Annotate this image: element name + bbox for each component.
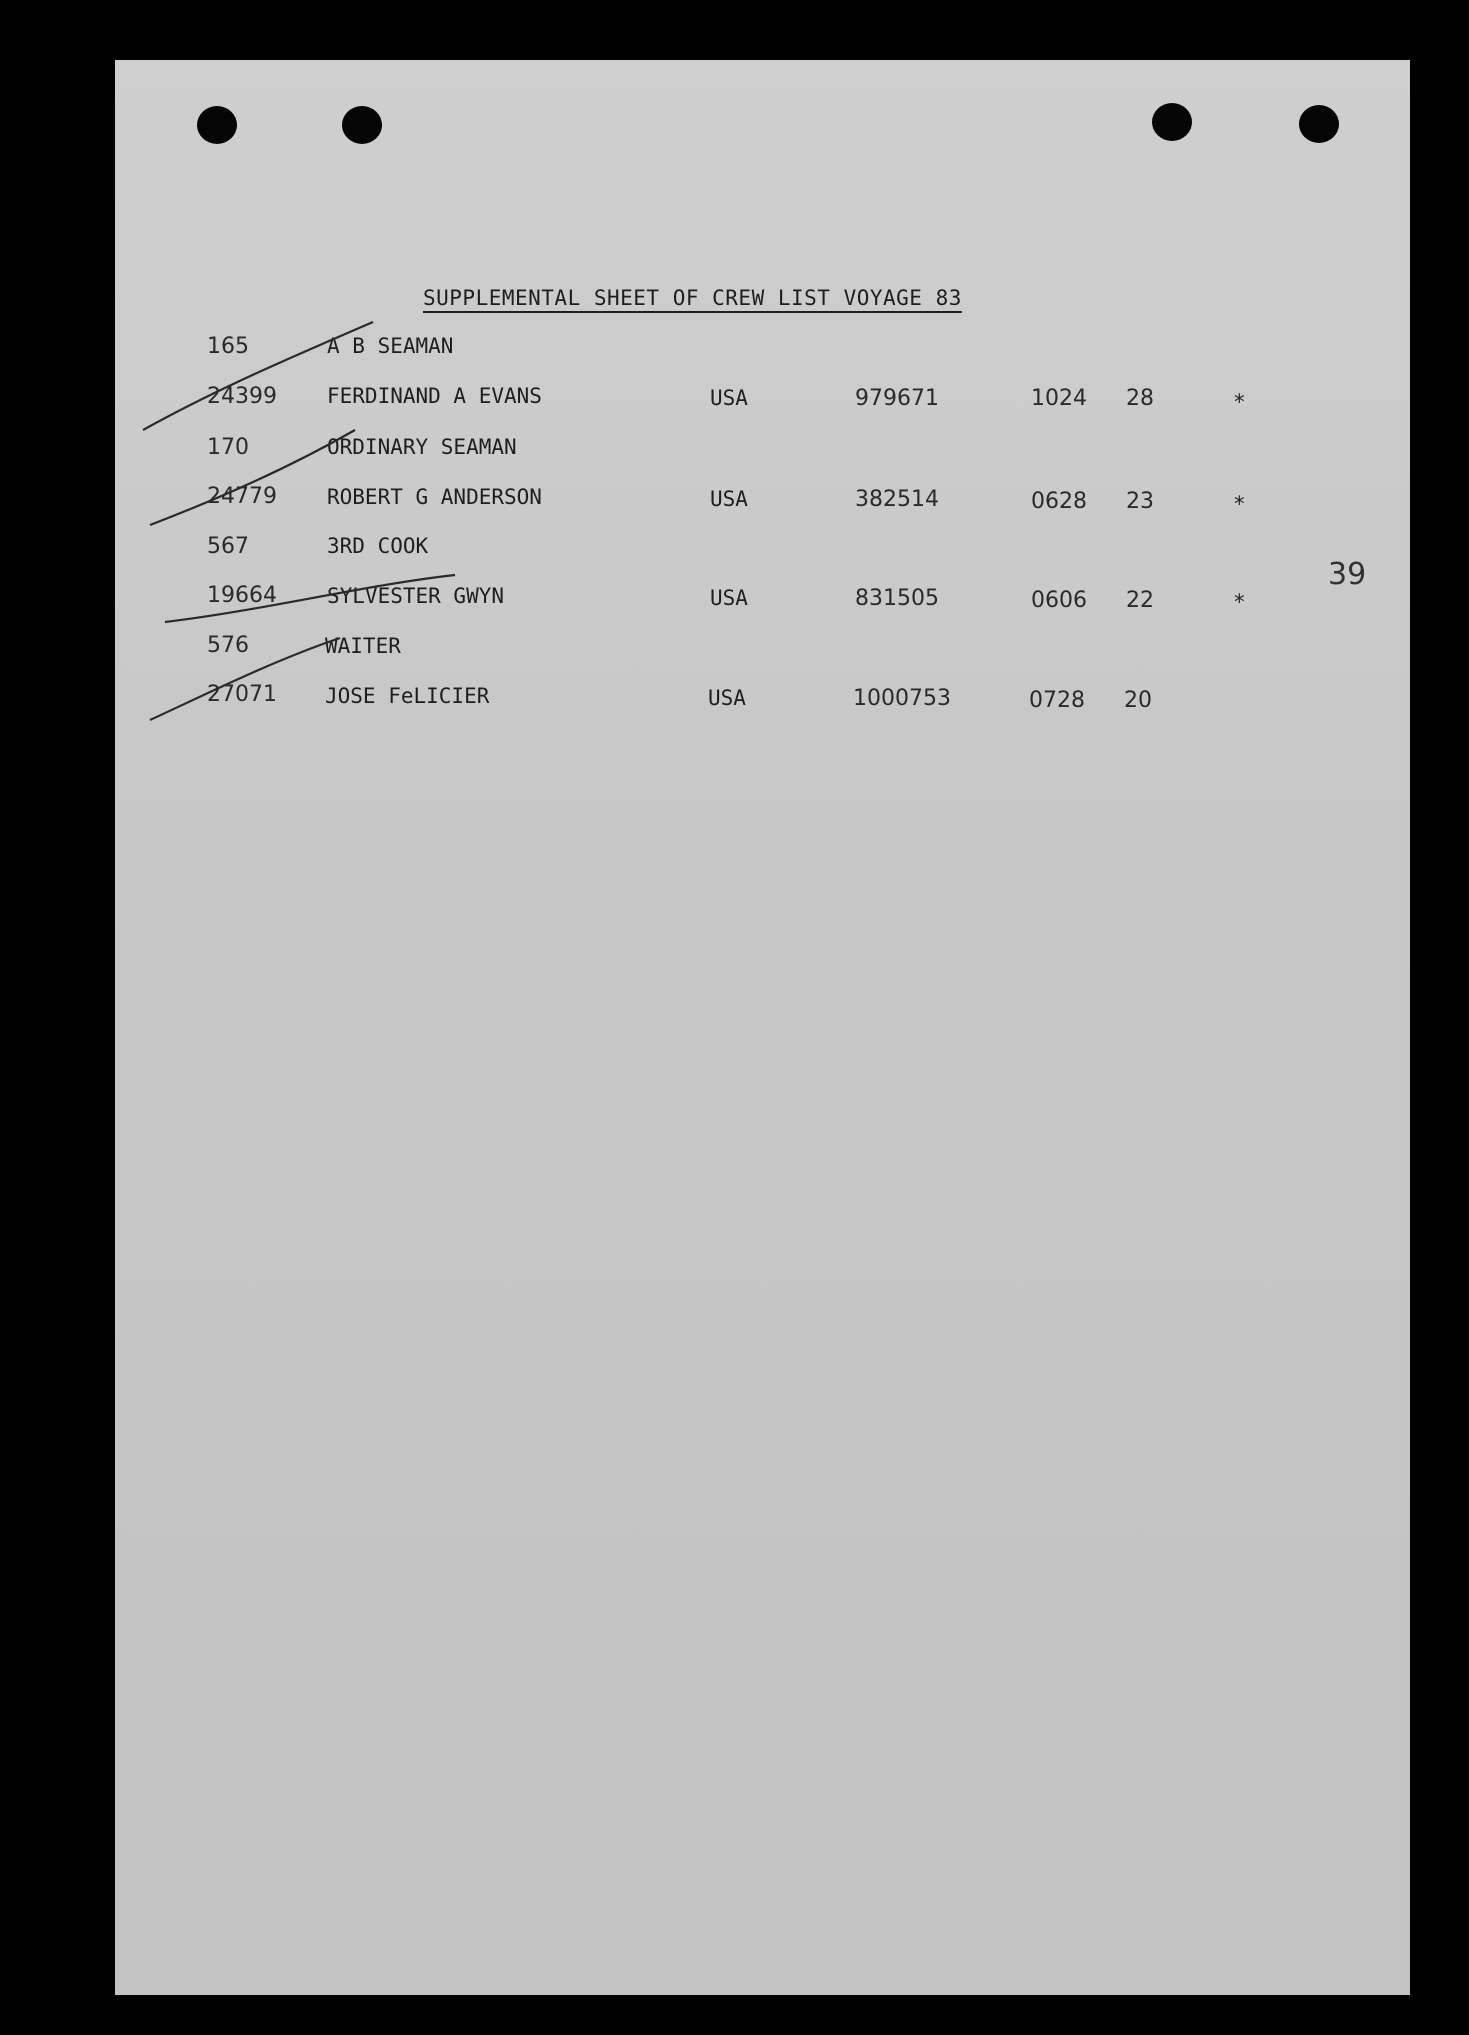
rating-code: 165 [207, 334, 249, 359]
rating-label: WAITER [325, 634, 401, 658]
punch-hole-1 [197, 106, 237, 144]
punch-hole-3 [1152, 103, 1192, 141]
crew-age: 20 [1124, 688, 1152, 713]
crew-certificate: 979671 [855, 386, 939, 411]
crew-nationality: USA [708, 686, 746, 710]
punch-hole-4 [1299, 105, 1339, 143]
crew-age: 28 [1126, 386, 1154, 411]
crew-age: 23 [1126, 489, 1154, 514]
crew-mark: * [1233, 390, 1246, 414]
crew-number: 27071 [207, 682, 277, 707]
crew-code: 0606 [1031, 588, 1087, 613]
sheet-title: SUPPLEMENTAL SHEET OF CREW LIST VOYAGE 83 [423, 286, 962, 310]
folio-number: 39 [1328, 557, 1367, 592]
punch-hole-2 [342, 106, 382, 144]
crew-nationality: USA [710, 586, 748, 610]
crew-mark: * [1233, 590, 1246, 614]
rating-code: 567 [207, 534, 249, 559]
crew-certificate: 382514 [855, 487, 939, 512]
rating-label: 3RD COOK [327, 534, 429, 558]
crew-code: 0728 [1029, 688, 1085, 713]
rating-label: A B SEAMAN [327, 334, 454, 358]
crew-mark: * [1233, 492, 1246, 516]
crew-nationality: USA [710, 386, 748, 410]
pencil-check-mark [150, 430, 355, 525]
crew-name: FERDINAND A EVANS [327, 384, 542, 408]
rating-code: 576 [207, 633, 249, 658]
crew-name: ROBERT G ANDERSON [327, 485, 542, 509]
rating-code: 170 [207, 435, 249, 460]
document-page [115, 60, 1410, 1995]
crew-name: JOSE FeLICIER [325, 684, 490, 708]
crew-name: SYLVESTER GWYN [327, 584, 505, 608]
crew-certificate: 831505 [855, 586, 939, 611]
crew-age: 22 [1126, 588, 1154, 613]
crew-number: 19664 [207, 583, 277, 608]
pencil-check-marks [115, 60, 1410, 1995]
crew-number: 24779 [207, 484, 277, 509]
crew-code: 0628 [1031, 489, 1087, 514]
crew-nationality: USA [710, 487, 748, 511]
crew-code: 1024 [1031, 386, 1087, 411]
crew-certificate: 1000753 [853, 686, 951, 711]
crew-number: 24399 [207, 384, 277, 409]
rating-label: ORDINARY SEAMAN [327, 435, 517, 459]
